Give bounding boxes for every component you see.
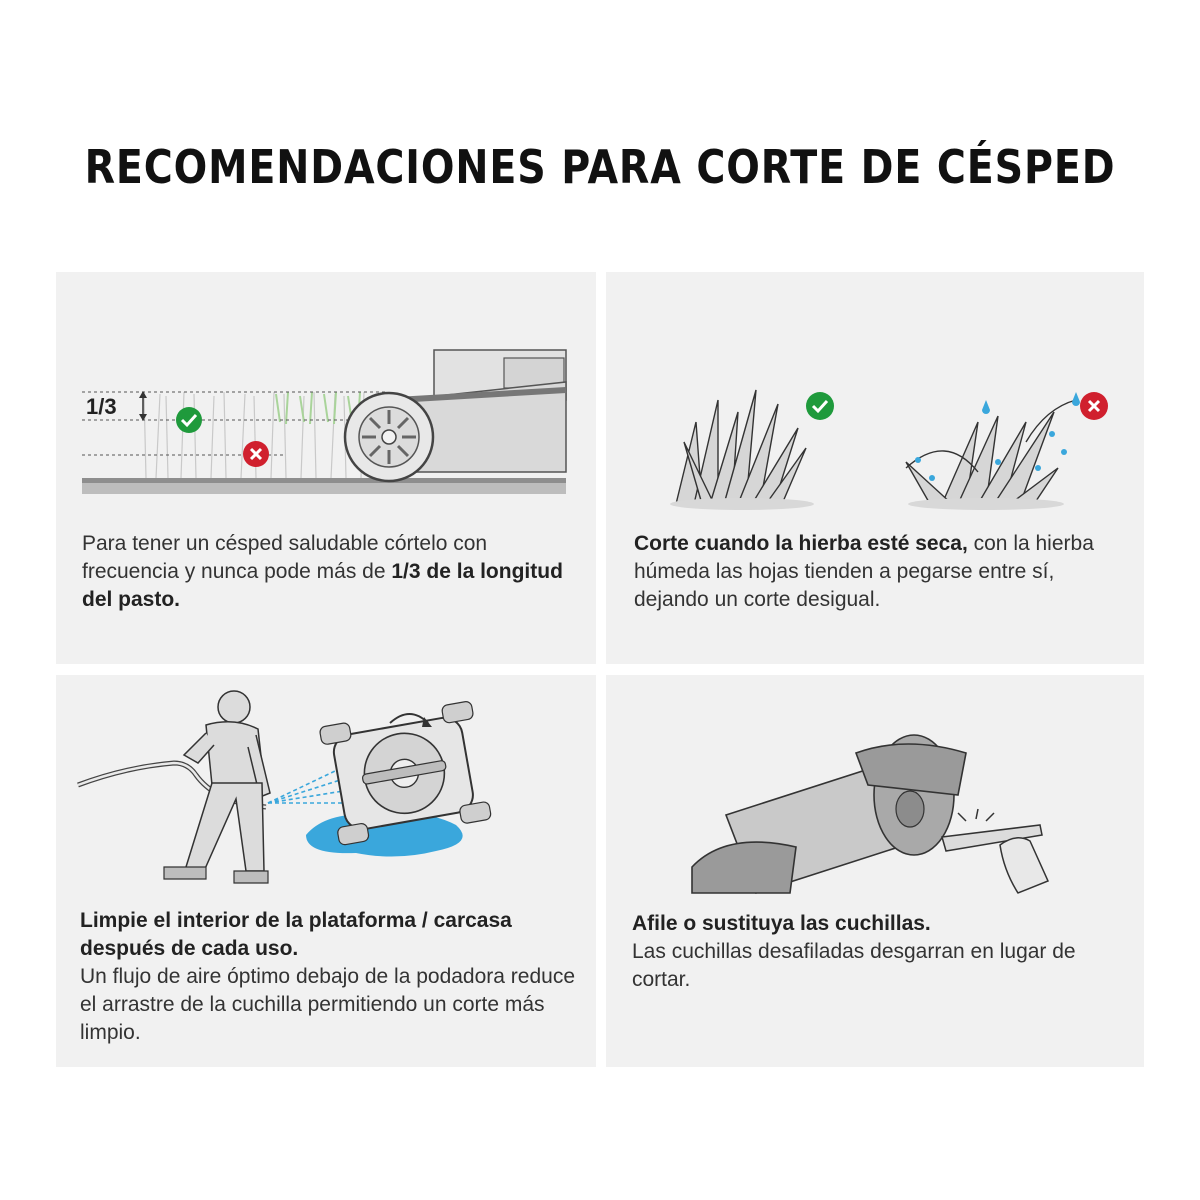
check-icon xyxy=(806,392,834,420)
panel-sharpen-blades xyxy=(606,675,1144,1067)
panel-text xyxy=(82,530,582,614)
panel-text xyxy=(80,907,580,1047)
panel-text-regular: con la hierba húmeda las hojas tienden a pegarse entre sí, dejando un corte desigual. xyxy=(634,532,1094,611)
panel-dry-grass xyxy=(606,272,1144,664)
mower-height-illustration xyxy=(56,272,596,522)
panel-text-bold: 1/3 de la longitud del pasto. xyxy=(82,560,563,611)
panel-cut-frequency xyxy=(56,272,596,664)
page-title: RECOMENDACIONES PARA CORTE DE CÉSPED xyxy=(84,140,1116,194)
panel-text-regular: Las cuchillas desafiladas desgarran en lugar de cortar. xyxy=(632,940,1076,991)
panel-clean-deck xyxy=(56,675,596,1067)
panel-text-regular: Un flujo de aire óptimo debajo de la podadora reduce el arrastre de la cuchilla permitiendo un corte más limpio. xyxy=(80,965,576,1044)
panel-text-regular: Para tener un césped saludable córtelo con frecuencia y nunca pode más de xyxy=(82,532,488,583)
panel-text-bold: Limpie el interior de la plataforma / carcasa después de cada uso. xyxy=(80,909,512,960)
blade-illustration xyxy=(606,675,1144,900)
cleaning-illustration xyxy=(56,675,596,900)
panel-text xyxy=(634,530,1124,614)
fraction-label: 1/3 xyxy=(86,394,117,419)
grass-comparison-illustration xyxy=(606,272,1144,522)
panel-text xyxy=(632,910,1132,994)
panel-text-bold: Corte cuando la hierba esté seca, xyxy=(634,532,968,555)
panel-text-bold: Afile o sustituya las cuchillas. xyxy=(632,912,931,935)
x-icon xyxy=(1080,392,1108,420)
x-icon xyxy=(243,441,269,467)
check-icon xyxy=(176,407,202,433)
